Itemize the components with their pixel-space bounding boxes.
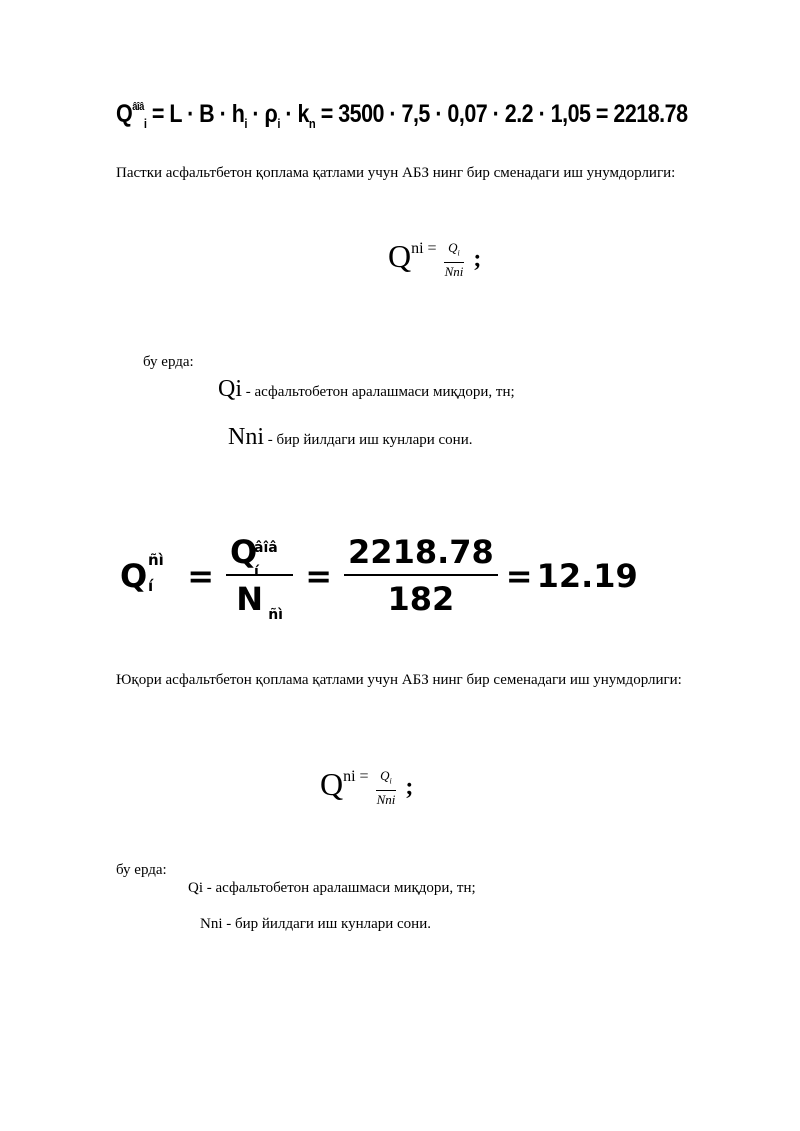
formula-2-eq-3: =: [505, 557, 533, 595]
section-2-def-1: Qi - асфальтобетон аралашмаси миқдори, тн;: [188, 880, 476, 896]
formula-1-rhs-d: = 3500 · 7,5 · 0,07 · 2.2 · 1,05 = 2218.78: [320, 100, 688, 128]
section-1-where: бу ерда:: [143, 354, 194, 370]
section-2-formula-num: Q: [380, 768, 390, 783]
formula-1-q: Q: [116, 100, 133, 128]
formula-1-rhs-a: = L · B · h: [151, 100, 245, 128]
section-2-formula-num-sub: i: [389, 776, 392, 786]
section-2-intro: Юқори асфальтбетон қоплама қатлами учун АБЗ нинг бир семенадаги иш унумдорлиги:: [116, 672, 682, 688]
section-1-formula-semicolon: ;: [473, 246, 482, 272]
formula-2-q: Q: [120, 557, 148, 595]
formula-1: [116, 100, 688, 140]
formula-2-den-n: N: [236, 580, 263, 618]
section-1-formula-num-sub: i: [457, 248, 460, 258]
section-1-def-1: [218, 376, 515, 403]
formula-1-k-sub: n: [308, 116, 316, 131]
formula-1-q-sup: âîâ: [132, 101, 144, 113]
section-1-def-2-text: - бир йилдаги иш кунлари сони.: [264, 432, 473, 448]
section-1-formula-q: Q: [388, 238, 412, 274]
formula-2-den-sub: ñì: [268, 607, 283, 623]
section-2-formula-den: Nni: [376, 791, 396, 807]
section-1-def-1-symbol: Qi: [218, 376, 242, 402]
formula-2-den-value: 182: [387, 580, 455, 618]
formula-2-num-q: Q: [230, 533, 258, 571]
formula-2-eq-1: =: [187, 557, 215, 595]
section-1-def-1-text: - асфальтобетон аралашмаси миқдори, тн;: [242, 384, 515, 400]
formula-1-rhs-b: · ρ: [252, 100, 278, 128]
formula-2-result: 12.19: [536, 557, 638, 595]
section-2-formula: [320, 768, 413, 809]
formula-2-q-sup: ñì: [148, 551, 164, 569]
section-2-formula-fraction: [375, 768, 398, 809]
section-1-def-2-symbol: Nni: [228, 424, 264, 450]
formula-2-num-sub: í: [254, 564, 259, 580]
section-2-where: бу ерда:: [116, 862, 167, 878]
formula-1-rho-sub: i: [277, 116, 280, 131]
section-2-formula-q: Q: [320, 766, 344, 802]
formula-2-num-sup: âîâ: [254, 540, 278, 556]
formula-1-rhs-c: · k: [285, 100, 309, 128]
section-2-formula-semicolon: ;: [405, 774, 414, 800]
formula-2: [120, 532, 638, 623]
formula-2-lhs: [120, 551, 164, 595]
section-2-def-2: Nni - бир йилдаги иш кунлари сони.: [200, 916, 431, 932]
section-1-formula-den: Nni: [444, 263, 464, 279]
section-1-def-2: [228, 424, 472, 451]
section-1-formula-fraction: [443, 240, 466, 281]
formula-1-h-sub: i: [244, 116, 247, 131]
section-1-formula-num: Q: [448, 240, 458, 255]
formula-2-num-value: 2218.78: [344, 532, 498, 576]
formula-2-fraction-symbolic: [226, 532, 293, 623]
formula-2-fraction-numeric: [344, 532, 498, 620]
section-1-formula-sup: ni =: [411, 240, 437, 257]
section-2-formula-sup: ni =: [343, 768, 369, 785]
formula-2-q-sub: í: [148, 577, 154, 595]
section-1-formula: [388, 240, 481, 281]
formula-1-q-sub: i: [143, 116, 147, 131]
section-1-intro: Пастки асфальтбетон қоплама қатлами учун АБЗ нинг бир сменадаги иш унумдорлиги:: [116, 165, 676, 181]
formula-2-eq-2: =: [305, 557, 333, 595]
